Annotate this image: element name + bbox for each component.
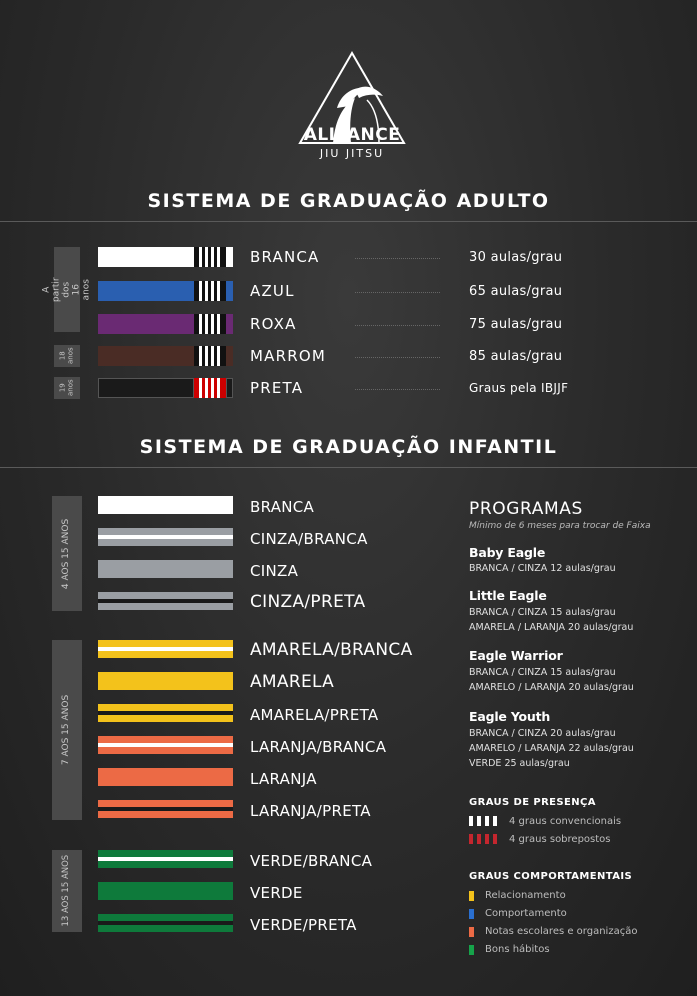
adult-belt <box>98 281 233 301</box>
program-line: VERDE 25 aulas/grau <box>469 758 570 769</box>
adult-belt-label: MARROM <box>250 347 326 365</box>
adult-belt <box>98 346 233 366</box>
degree-stripe <box>205 314 208 334</box>
kids-age-tag-7-15: 7 AOS 15 ANOS <box>52 640 82 820</box>
logo-name: ALLIANCE <box>303 125 401 145</box>
kids-belt <box>98 882 233 900</box>
adult-belt-label: PRETA <box>250 379 304 397</box>
logo-subtitle: JIU JITSU <box>319 147 385 160</box>
belt-center-stripe <box>98 807 233 811</box>
kids-belt-label: VERDE/PRETA <box>250 916 357 934</box>
adult-age-tag-18: 18 anos <box>54 345 80 367</box>
adult-age-tag-19: 19 anos <box>54 377 80 399</box>
degree-stripe <box>217 346 220 366</box>
adult-belt-label: AZUL <box>250 282 295 300</box>
degree-stripe <box>199 281 202 301</box>
dotted-leader <box>355 325 440 326</box>
degree-stripe <box>205 346 208 366</box>
kids-belt-label: LARANJA/BRANCA <box>250 738 387 756</box>
kids-belt-label: CINZA/PRETA <box>250 592 366 612</box>
degree-stripe <box>199 346 202 366</box>
presence-item: 4 graus sobrepostos <box>509 834 611 845</box>
program-line: BRANCA / CINZA 15 aulas/grau <box>469 607 616 618</box>
dotted-leader <box>355 357 440 358</box>
belt-center-stripe <box>98 711 233 715</box>
adult-section-title: SISTEMA DE GRADUAÇÃO ADULTO <box>147 190 550 212</box>
kids-belt-label: VERDE/BRANCA <box>250 852 373 870</box>
adult-belt-rate: 65 aulas/grau <box>469 284 563 299</box>
behavior-item: Comportamento <box>485 908 567 919</box>
kids-belt <box>98 768 233 786</box>
kids-belt-label: VERDE <box>250 884 303 902</box>
presence-title: GRAUS DE PRESENÇA <box>469 797 596 808</box>
adult-belt <box>98 247 233 267</box>
degree-stripe <box>205 378 208 398</box>
program-name: Eagle Youth <box>469 709 551 724</box>
belt-center-stripe <box>98 647 233 651</box>
degree-stripe <box>217 281 220 301</box>
degree-stripe <box>211 346 214 366</box>
adult-belt <box>98 378 233 398</box>
kids-belt <box>98 528 233 546</box>
degree-stripe <box>199 247 202 267</box>
program-name: Baby Eagle <box>469 545 546 560</box>
color-swatch-icon <box>469 909 474 919</box>
adult-belt-rate: Graus pela IBJJF <box>469 381 569 395</box>
kids-age-tag-4-15: 4 AOS 15 ANOS <box>52 496 82 611</box>
color-swatch-icon <box>469 945 474 955</box>
adult-belt <box>98 314 233 334</box>
belt-center-stripe <box>98 535 233 539</box>
kids-belt <box>98 850 233 868</box>
dotted-leader <box>355 292 440 293</box>
degree-stripe <box>199 378 202 398</box>
degree-stripe <box>217 247 220 267</box>
white-degrees-icon <box>469 816 497 826</box>
degree-stripe <box>205 281 208 301</box>
kids-belt <box>98 496 233 514</box>
degree-stripe <box>211 314 214 334</box>
degree-stripe <box>211 281 214 301</box>
kids-belt <box>98 640 233 658</box>
behavior-item: Bons hábitos <box>485 944 550 955</box>
kids-belt <box>98 704 233 722</box>
kids-section-title: SISTEMA DE GRADUAÇÃO INFANTIL <box>139 436 558 458</box>
program-line: BRANCA / CINZA 15 aulas/grau <box>469 667 616 678</box>
color-swatch-icon <box>469 927 474 937</box>
kids-belt-label: LARANJA <box>250 770 317 788</box>
program-line: AMARELA / LARANJA 20 aulas/grau <box>469 622 634 633</box>
adult-belt-label: BRANCA <box>250 248 320 266</box>
kids-belt-label: AMARELA/PRETA <box>250 706 379 724</box>
degree-stripe <box>211 378 214 398</box>
belt-center-stripe <box>98 599 233 603</box>
adult-belt-rate: 85 aulas/grau <box>469 349 563 364</box>
adult-belt-label: ROXA <box>250 315 297 333</box>
kids-divider <box>0 467 697 468</box>
degree-stripe <box>217 378 220 398</box>
program-name: Little Eagle <box>469 588 547 603</box>
adult-belt-rate: 30 aulas/grau <box>469 250 563 265</box>
adult-divider <box>0 221 697 222</box>
dotted-leader <box>355 258 440 259</box>
programs-note: Mínimo de 6 meses para trocar de Faixa <box>469 521 651 531</box>
adult-belt-rate: 75 aulas/grau <box>469 317 563 332</box>
kids-belt-label: AMARELA/BRANCA <box>250 640 413 660</box>
red-degrees-icon <box>469 834 497 844</box>
kids-belt-label: CINZA <box>250 562 299 580</box>
behavior-item: Relacionamento <box>485 890 566 901</box>
kids-belt <box>98 736 233 754</box>
kids-belt <box>98 914 233 932</box>
behavior-item: Notas escolares e organização <box>485 926 638 937</box>
kids-belt-label: LARANJA/PRETA <box>250 802 371 820</box>
degree-stripe <box>199 314 202 334</box>
kids-belt-label: CINZA/BRANCA <box>250 530 368 548</box>
belt-center-stripe <box>98 857 233 861</box>
program-line: AMARELO / LARANJA 20 aulas/grau <box>469 682 634 693</box>
belt-center-stripe <box>98 743 233 747</box>
degree-stripe <box>211 247 214 267</box>
program-line: BRANCA / CINZA 20 aulas/grau <box>469 728 616 739</box>
presence-item: 4 graus convencionais <box>509 816 622 827</box>
degree-stripe <box>217 314 220 334</box>
kids-belt <box>98 592 233 610</box>
program-line: BRANCA / CINZA 12 aulas/grau <box>469 563 616 574</box>
color-swatch-icon <box>469 891 474 901</box>
program-name: Eagle Warrior <box>469 648 563 663</box>
adult-age-tag-16: A partir dos 16 anos <box>54 247 80 332</box>
kids-belt <box>98 800 233 818</box>
kids-age-tag-13-15: 13 AOS 15 ANOS <box>52 850 82 932</box>
programs-title: PROGRAMAS <box>469 499 583 519</box>
behavior-title: GRAUS COMPORTAMENTAIS <box>469 871 633 882</box>
belt-center-stripe <box>98 921 233 925</box>
program-line: AMARELO / LARANJA 22 aulas/grau <box>469 743 634 754</box>
degree-stripe <box>205 247 208 267</box>
kids-belt-label: BRANCA <box>250 498 315 516</box>
dotted-leader <box>355 389 440 390</box>
kids-belt-label: AMARELA <box>250 672 335 692</box>
kids-belt <box>98 560 233 578</box>
kids-belt <box>98 672 233 690</box>
